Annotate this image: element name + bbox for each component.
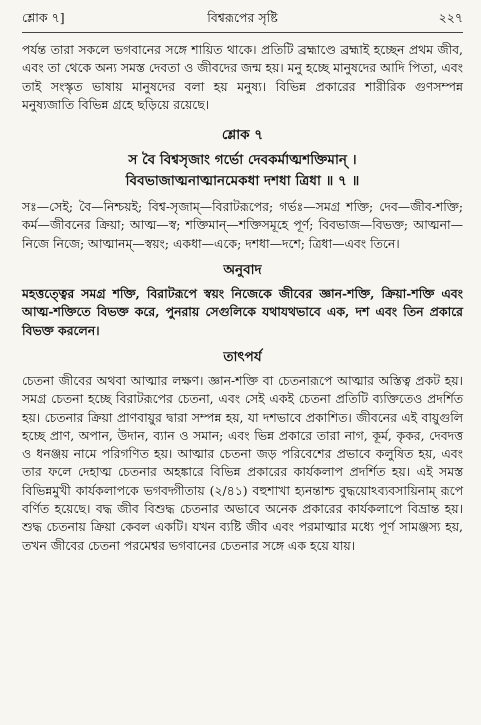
purport-paragraph: চেতনা জীবের অথবা আত্মার লক্ষণ। জ্ঞান-শক্তি বা চেতনারূপে আত্মার অস্তিত্ব প্রকট হয়। সমগ্র চেতনা হচ্ছে বিরাটরূপের চেতনা, এবং সেই একই চেতনা প্রতিটি ব্যক্তিতেও প্রদর্শিত হয়। চেতনার ক্রিয়া প্রাণবায়ুর দ্বারা সম্পন্ন হয়, যা দশভাবে প্রকাশিত। জীবনের এই বায়ুগুলি হচ্ছে প্রাণ, অপান, উদান, ব্যান ও সমান; এবং ভিন্ন প্রকারে তারা নাগ, কূর্ম, কৃকর, দেবদত্ত ও ধনঞ্জয় নামে পরিগণিত হয়। আত্মার চেতনা জড় পরিবেশের প্রভাবে কলুষিত হয়, এবং তার ফলে দেহাত্ম চেতনার অহঙ্কারে বিভিন্ন প্রকারের কার্যকলাপ প্রদর্শিত হয়। এই সমস্ত বিভিন্নমুখী কার্যকলাপকে ভগবদ্গীতায় (২/৪১) বহুশাখা হ্যনন্তাশ্চ বুদ্ধয়োঽব্যবসায়িনাম্ রূপে বর্ণিত হয়েছে। বদ্ধ জীব বিশুদ্ধ চেতনার অভাবে অনেক প্রকারের কার্যকলাপে বিভ্রান্ত হয়। শুদ্ধ চেতনায় ক্রিয়া কেবল একটি। যখন ব্যষ্টি জীব এবং পরমাত্মার মধ্যে পূর্ণ সামঞ্জস্য হয়, তখন জীবের চেতনা পরমেশ্বর ভগবানের চেতনার সঙ্গে এক হয়ে যায়। (22, 372, 463, 553)
header-chapter-title: বিশ্বরূপের সৃষ্টি (207, 10, 278, 25)
verse-line-2: বিবভাজাত্মনাত্মানমেকধা দশধা ত্রিধা ॥ ৭ ॥ (125, 173, 360, 190)
translation-paragraph: মহত্তত্ত্বের সমগ্র শক্তি, বিরাটরূপে স্বয়ং নিজেকে জীবের জ্ঞান-শক্তি, ক্রিয়া-শক্তি এবং আত্ম-শক্তিতে বিভক্ত করে, পুনরায় সেগুলিকে যথাযথভাবে এক, দশ এবং তিন প্রকারে বিভক্ত করলেন। (22, 286, 463, 338)
synonyms-paragraph: সঃ—সেই; বৈ—নিশ্চয়ই; বিশ্ব-সৃজাম্—বিরাটরূপের; গর্ভঃ—সমগ্র শক্তি; দেব—জীব-শক্তি; কর্ম—জীবনের ক্রিয়া; আত্ম—স্ব; শক্তিমান্—শক্তিসমূহে পূর্ণ; বিবভাজ—বিভক্ত; আত্মনা—নিজে নিজে; আত্মানম্—স্বয়ং; একধা—একে; দশধা—দশে; ত্রিধা—এবং তিনে। (22, 199, 463, 251)
intro-paragraph: পর্যন্ত তারা সকলে ভগবানের সঙ্গে শায়িত থাকে। প্রতিটি ব্রহ্মাণ্ডে ব্রহ্মাই হচ্ছেন প্রথম জীব, এবং তা থেকে অন্য সমস্ত দেবতা ও জীবদের জন্ম হয়। মনু হচ্ছে মানুষদের আদি পিতা, এবং তাই সংস্কৃত ভাষায় মানুষদের বলা হয় মনুষ্য। বিভিন্ন প্রকারের শারীরিক গুণসম্পন্ন মনুষ্যজাতি বিভিন্ন গ্রহে ছড়িয়ে রয়েছে। (22, 42, 463, 112)
purport-heading: তাৎপর্য (223, 348, 262, 365)
page-number: ২২৭ (438, 10, 463, 25)
verse-line-1: স বৈ বিশ্বসৃজাং গর্ভো দেবকর্মাত্মশক্তিমান্ । (128, 152, 357, 169)
verse-heading: শ্লোক ৭ (221, 127, 264, 144)
running-header (22, 10, 463, 33)
translation-heading: অনুবাদ (223, 262, 262, 279)
header-verse-ref: শ্লোক ৭] (22, 10, 65, 25)
